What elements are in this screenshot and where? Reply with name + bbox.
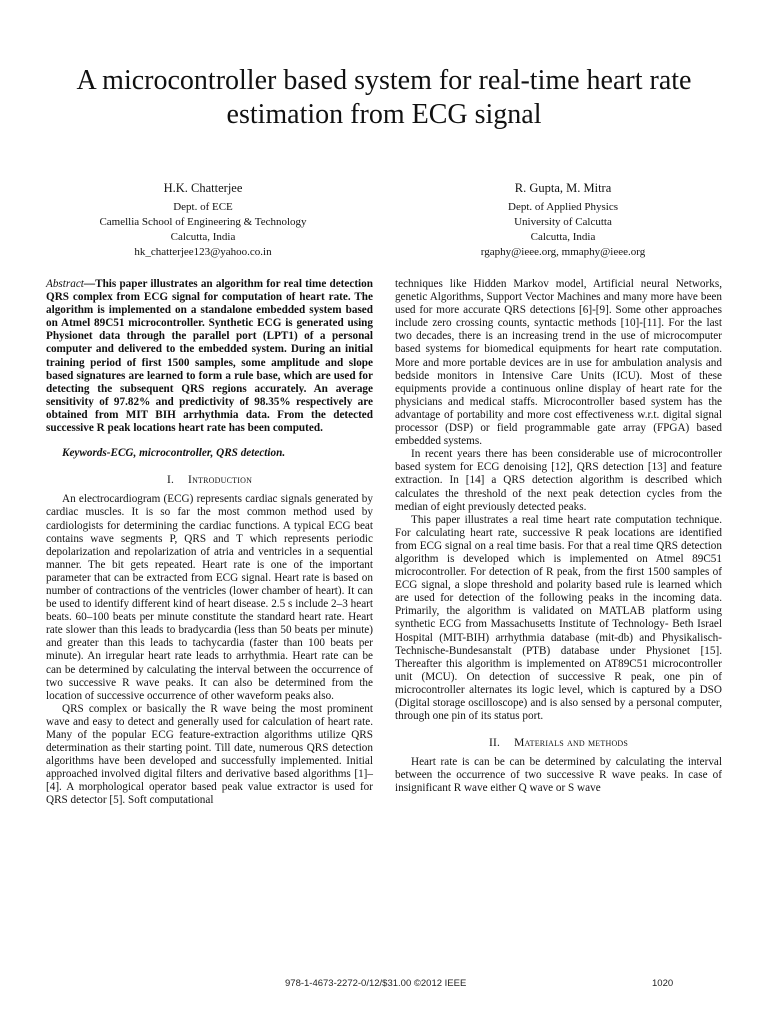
paper-title: A microcontroller based system for real-time heart rate estimation from ECG signal — [76, 65, 692, 130]
author-location: Calcutta, India — [170, 231, 236, 243]
right-column — [395, 278, 722, 796]
abstract — [46, 278, 373, 435]
author-email: hk_chatterjee123@yahoo.co.in — [134, 246, 272, 258]
paragraph: QRS complex or basically the R wave being the most prominent wave and easy to detect and generally used for calculation of heart rate. Many of the popular ECG feature-extraction algorithms utilize QRS determination as their starting point. Till date, numerous QRS detection algorithms have been developed and successfully implemented. Initial approached involved digital filters and derivative based algorithms [1]–[4]. A morphological operator based peak value extractor is used for QRS detector [5]. Soft computational — [46, 702, 373, 807]
section-number: I. — [166, 474, 175, 487]
left-column — [46, 278, 373, 808]
section-heading-introduction — [46, 474, 373, 487]
paragraph: An electrocardiogram (ECG) represents cardiac signals generated by cardiac muscles. It is so far the most common method used by cardiologists for determining the cardiac functions. A typical ECG beat contains wave segments P, QRS and T which represents periodic depolarization and repolarization of atria and ventricles in a sequential manner. The bit gets repeated. Heart rate is one of the important parameter that can be extracted from ECG signal. Heart rate is based on number of contractions of the ventricles (lower chamber of heart). It can be used to identify different kind of heart disease. 2.5 s include 2–3 heart beats. 60–100 beats per minute constitute the standard heart rate. Heart rate slower than this leads to bradycardia (less than 50 beats per minute) and greater than this leads to tachycardia (faster than 100 beats per minute). An irregular heart rate leads to arrhythmia. Heart rate can be can be determined by calculating the interval between the occurrence of two successive R wave peaks. It can also be determined from the location of successive occurrence of other waveform peaks also. — [46, 493, 373, 702]
paragraph: In recent years there has been considerable use of microcontroller based system for ECG denoising [12], QRS detection [13] and feature extraction. In [14] a QRS detection algorithm is described which calculates the threshold of the next peak detection cycles from the median of eight previously detected peaks. — [395, 448, 722, 513]
section-title: Materials and methods — [514, 737, 629, 750]
author-location: Calcutta, India — [530, 231, 596, 243]
author-name: R. Gupta, M. Mitra — [514, 181, 612, 195]
author-department: Dept. of ECE — [173, 201, 233, 213]
section-title: Introduction — [188, 474, 253, 487]
author-institution: Camellia School of Engineering & Technology — [99, 216, 307, 228]
page-number: 1020 — [652, 978, 674, 989]
footer-isbn: 978-1-4673-2272-0/12/$31.00 ©2012 IEEE — [285, 978, 467, 989]
section-number: II. — [488, 737, 501, 750]
author-block-1 — [58, 178, 348, 260]
section-heading-materials-and-methods — [395, 737, 722, 750]
keywords: Keywords-ECG, microcontroller, QRS detection. — [62, 447, 286, 460]
paragraph: techniques like Hidden Markov model, Artificial neural Networks, genetic Algorithms, Support Vector Machines and many more have been used for more accurate QRS detections [6]-[9]. Some other approaches include zero crossing counts, syntactic methods [10]-[11]. For the last two decades, there is an increasing trend in the use of microcomputer based systems for biomedical equipments for heart rate computation. More and more portable devices are in use for ambulation analysis and bedside monitors in Intensive Care Units (ICU). Most of these equipments provide a continuous online display of heart rate for the physicians and medical staffs. Microcontroller based system has the advantage of portability and more cost effectiveness w.r.t. digital signal processor (DSP) or field programmable gate array (FPGA) based embedded systems. — [395, 278, 722, 448]
author-email: rgaphy@ieee.org, mmaphy@ieee.org — [480, 246, 646, 258]
author-name: H.K. Chatterjee — [163, 181, 243, 195]
paragraph: Heart rate is can be can be determined by calculating the interval between the occurrence of two successive R wave peaks. In case of insignificant R wave either Q wave or S wave — [395, 756, 722, 795]
author-department: Dept. of Applied Physics — [508, 201, 618, 213]
author-institution: University of Calcutta — [514, 216, 612, 228]
paragraph: This paper illustrates a real time heart rate computation technique. For calculating heart rate, successive R peak locations are identified from ECG signal on a real time basis. For that a real time QRS detection algorithm is developed which is implemented on Atmel 89C51 microcontroller. For detection of R peak, from the first 1500 samples of ECG signal, a slope threshold and polarity based rule is learned which are used for detection of the following peaks in the incoming data. Primarily, the algorithm is validated on MATLAB platform using synthetic ECG from Massachusetts Institute of Technology- Beth Israel Hospital (MIT-BIH) arrhythmia database (mit-db) and Physikalisch-Technische-Bundesanstalt (PTB) database under Physionet [15]. Thereafter this algorithm is implemented on AT89C51 microcontroller unit (MCU). On detection of successive R peak, one pin of microcontroller alternates its logic level, which is captured by a DSO (Digital storage oscilloscope) and is also sensed by a personal computer, through one pin of its status port. — [395, 513, 722, 723]
author-block-2 — [418, 178, 708, 260]
abstract-label: Abstract — [46, 278, 84, 290]
abstract-text: —This paper illustrates an algorithm for real time detection QRS complex from ECG signal for computation of heart rate. The algorithm is implemented on a standalone embedded system based on Atmel 89C51 microcontroller. Synthetic ECG is generated using Physionet data through the parallel port (LPT1) of a personal computer and delivered to the embedded system. During an initial training period of first 1500 samples, some amplitude and slope based signatures are learned to form a rule base, which are used for detecting the subsequent QRS regions accurately. An average sensitivity of 97.82% and predictivity of 98.35% respectively are obtained from MIT BIH arrhythmia data. From the detected successive R peak locations heart rate has been computed. — [46, 278, 373, 435]
